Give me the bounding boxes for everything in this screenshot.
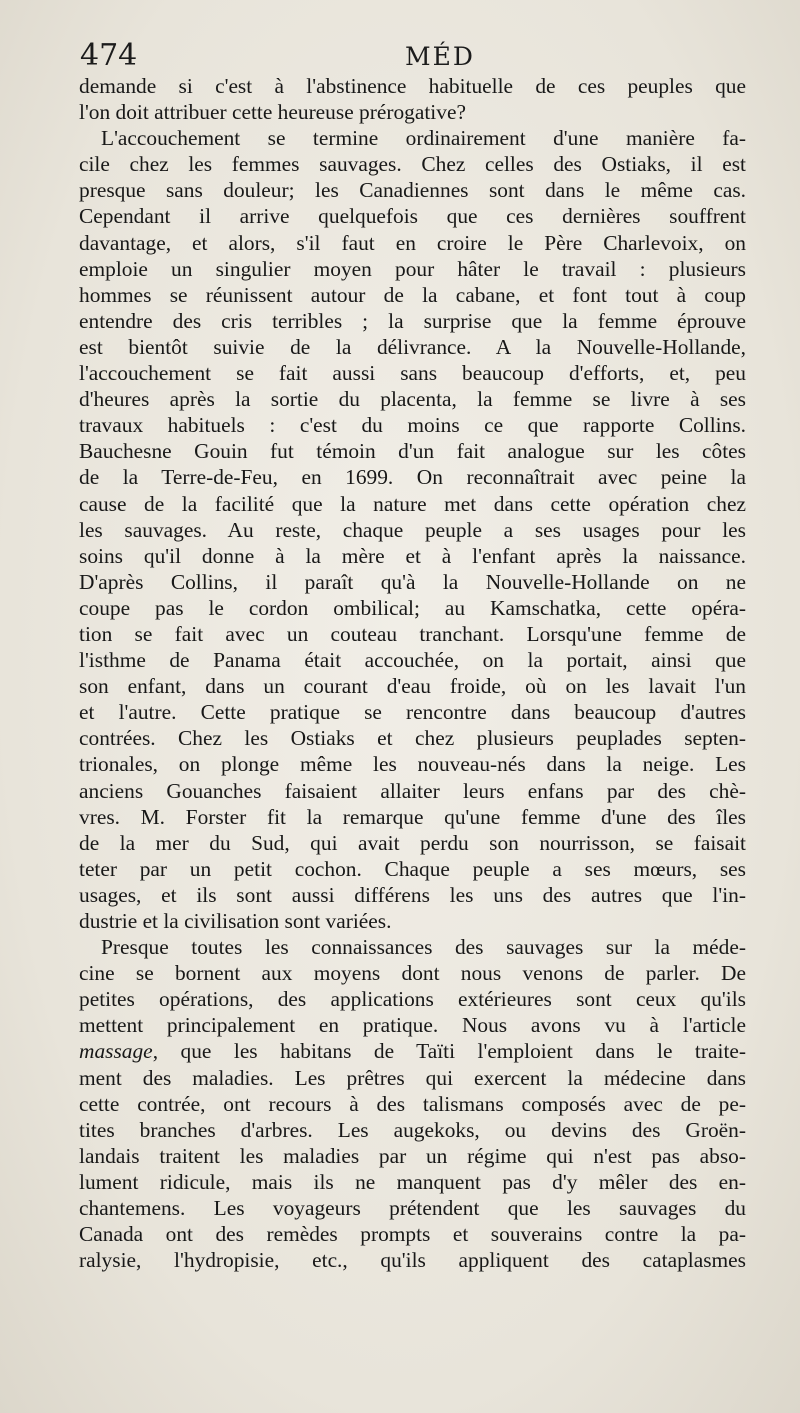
text-line: D'après Collins, il paraît qu'à la Nouvelle-Hollande on ne — [79, 569, 746, 594]
text-line: Presque toutes les connaissances des sauvages sur la méde- — [101, 935, 746, 960]
text-line: coupe pas le cordon ombilical; au Kamschatka, cette opéra- — [79, 595, 746, 620]
text-line: l'on doit attribuer cette heureuse prérogative? — [79, 100, 466, 125]
page-header — [80, 38, 780, 78]
text-line: L'accouchement se termine ordinairement d'une manière fa- — [101, 126, 746, 151]
text-line: est bientôt suivie de la délivrance. A la Nouvelle-Hollande, — [79, 334, 746, 359]
text-line: teter par un petit cochon. Chaque peuple a ses mœurs, ses — [79, 856, 746, 881]
text-line: entendre des cris terribles ; la surprise que la femme éprouve — [79, 308, 746, 333]
text-line: cine se bornent aux moyens dont nous venons de parler. De — [79, 961, 746, 986]
text-line: travaux habituels : c'est du moins ce que rapporte Collins. — [79, 413, 746, 438]
text-line: demande si c'est à l'abstinence habituelle de ces peuples que — [79, 74, 746, 98]
text-line: ment des maladies. Les prêtres qui exercent la médecine dans — [79, 1065, 746, 1090]
text-line: cette contrée, ont recours à des talismans composés avec de pe- — [79, 1091, 746, 1116]
text-line: davantage, et alors, s'il faut en croire le Père Charlevoix, on — [79, 230, 746, 255]
text-line: de la Terre-de-Feu, en 1699. On reconnaîtrait avec peine la — [79, 465, 746, 490]
text-line: de la mer du Sud, qui avait perdu son nourrisson, se faisait — [79, 830, 746, 855]
text-line: landais traitent les maladies par un régime qui n'est pas abso- — [79, 1143, 746, 1168]
text-line: presque sans douleur; les Canadiennes sont dans le même cas. — [79, 178, 746, 203]
text-line: Canada ont des remèdes prompts et souverains contre la pa- — [79, 1222, 746, 1247]
text-line: son enfant, dans un courant d'eau froide, où on les lavait l'un — [79, 674, 746, 699]
text-line: tites branches d'arbres. Les augekoks, ou devins des Groën- — [79, 1117, 746, 1142]
text-line: et l'autre. Cette pratique se rencontre dans beaucoup d'autres — [79, 700, 746, 725]
page-number: 474 — [80, 38, 138, 73]
text-line: soins qu'il donne à la mère et à l'enfant après la naissance. — [79, 543, 746, 568]
text-line: hommes se réunissent autour de la cabane, et font tout à coup — [79, 282, 746, 307]
text-line: chantemens. Les voyageurs prétendent que les sauvages du — [79, 1196, 746, 1221]
paragraph — [79, 125, 746, 934]
text-line: contrées. Chez les Ostiaks et chez plusieurs peuplades septen- — [79, 726, 746, 751]
text-line: Bauchesne Gouin fut témoin d'un fait analogue sur les côtes — [79, 439, 746, 464]
text-line: petites opérations, des applications extérieures sont ceux qu'ils — [79, 987, 746, 1012]
text-line: cile chez les femmes sauvages. Chez celles des Ostiaks, il est — [79, 152, 746, 177]
text-line: ralysie, l'hydropisie, etc., qu'ils appliquent des cataplasmes — [79, 1248, 746, 1273]
text-line: vres. M. Forster fit la remarque qu'une femme d'une des îles — [79, 804, 746, 829]
italic-term: massage — [79, 1039, 153, 1064]
text-line: l'accouchement se fait aussi sans beaucoup d'efforts, et, peu — [79, 361, 746, 386]
text-line: cause de la facilité que la nature met dans cette opération chez — [79, 491, 746, 516]
text-line: massage, que les habitans de Taïti l'emploient dans le traite- — [79, 1039, 746, 1064]
text-line: mettent principalement en pratique. Nous avons vu à l'article — [79, 1013, 746, 1038]
text-line: usages, et ils sont aussi différens les uns des autres que l'in- — [79, 882, 746, 907]
text-line: tion se fait avec un couteau tranchant. Lorsqu'une femme de — [79, 621, 746, 646]
text-line: les sauvages. Au reste, chaque peuple a ses usages pour les — [79, 517, 746, 542]
paragraph — [79, 73, 746, 125]
text-line: emploie un singulier moyen pour hâter le travail : plusieurs — [79, 256, 746, 281]
paragraph — [79, 934, 746, 1273]
text-line: d'heures après la sortie du placenta, la femme se livre à ses — [79, 387, 746, 412]
text-line: dustrie et la civilisation sont variées. — [79, 909, 392, 933]
text-line: lument ridicule, mais ils ne manquent pas d'y mêler des en- — [79, 1169, 746, 1194]
text-line: l'isthme de Panama était accouchée, on la portait, ainsi que — [79, 648, 746, 673]
text-line: anciens Gouanches faisaient allaiter leurs enfans par des chè- — [79, 778, 746, 803]
text-line: trionales, on plonge même les nouveau-nés dans la neige. Les — [79, 752, 746, 777]
text-line: Cependant il arrive quelquefois que ces dernières souffrent — [79, 204, 746, 229]
body-text — [79, 73, 746, 1273]
running-head: MÉD — [405, 42, 475, 71]
